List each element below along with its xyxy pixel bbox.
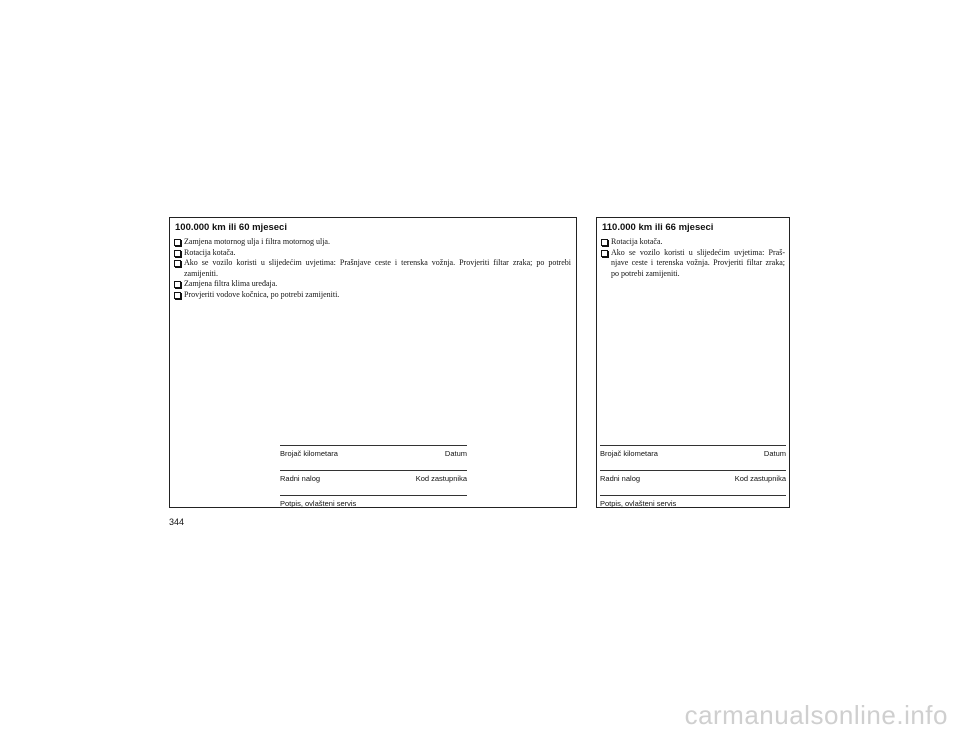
checkbox-icon <box>601 239 608 246</box>
date-label: Datum <box>444 449 467 458</box>
task-text: Zamjena filtra klima uređaja. <box>184 279 278 288</box>
watermark: carmanualsonline.info <box>684 700 948 730</box>
checkbox-icon <box>174 250 181 257</box>
page-number: 344 <box>169 517 185 527</box>
task-text: Rotacija kotača. <box>184 247 236 257</box>
task-text: Ako se vozilo koristi u slijedećim uvjetima: Prašnjave ceste i terenska vožnja. Provjeriti filtar zraka; po potrebi zamijeniti. <box>184 258 571 278</box>
maintenance-box-100000km <box>169 217 577 508</box>
odometer-label: Brojač kilometara <box>280 449 338 458</box>
odometer-date-row <box>280 445 467 470</box>
task-text: Provjeriti vodove kočnica, po potrebi zamijeniti. <box>184 289 340 299</box>
checkbox-icon <box>174 260 181 267</box>
task-item <box>174 248 571 259</box>
odometer-date-row <box>600 445 786 470</box>
signature-block <box>600 445 786 520</box>
signature-label: Potpis, ovlašteni servis <box>600 499 677 508</box>
task-item <box>601 237 785 248</box>
work-order-row <box>280 470 467 495</box>
work-order-label: Radni nalog <box>600 474 641 483</box>
signature-label: Potpis, ovlašteni servis <box>280 499 357 508</box>
task-list <box>174 237 571 300</box>
task-item <box>174 279 571 290</box>
task-item <box>174 237 571 248</box>
task-text: Rotacija kotača. <box>611 237 663 246</box>
checkbox-icon <box>174 292 181 299</box>
task-text: Ako se vozilo koristi u slijedećim uvjetima: Praš-njave ceste i terenska vožnja. Provjeriti filtar zraka; po potrebi zamijeniti. <box>611 247 785 278</box>
odometer-label: Brojač kilometara <box>600 449 658 458</box>
signature-row <box>280 495 467 520</box>
checkbox-icon <box>174 239 181 246</box>
box-title: 110.000 km ili 66 mjeseci <box>602 222 714 233</box>
task-item <box>174 290 571 301</box>
task-text: Zamjena motornog ulja i filtra motornog ulja. <box>184 237 330 246</box>
task-item <box>174 258 571 279</box>
signature-row <box>600 495 786 520</box>
maintenance-box-110000km <box>596 217 790 508</box>
task-item <box>601 248 785 280</box>
dealer-code-label: Kod zastupnika <box>734 474 786 483</box>
checkbox-icon <box>174 281 181 288</box>
work-order-row <box>600 470 786 495</box>
date-label: Datum <box>763 449 786 458</box>
checkbox-icon <box>601 250 608 257</box>
task-list <box>601 237 785 279</box>
work-order-label: Radni nalog <box>280 474 321 483</box>
box-title: 100.000 km ili 60 mjeseci <box>175 222 287 233</box>
dealer-code-label: Kod zastupnika <box>415 474 467 483</box>
signature-block <box>280 445 467 520</box>
